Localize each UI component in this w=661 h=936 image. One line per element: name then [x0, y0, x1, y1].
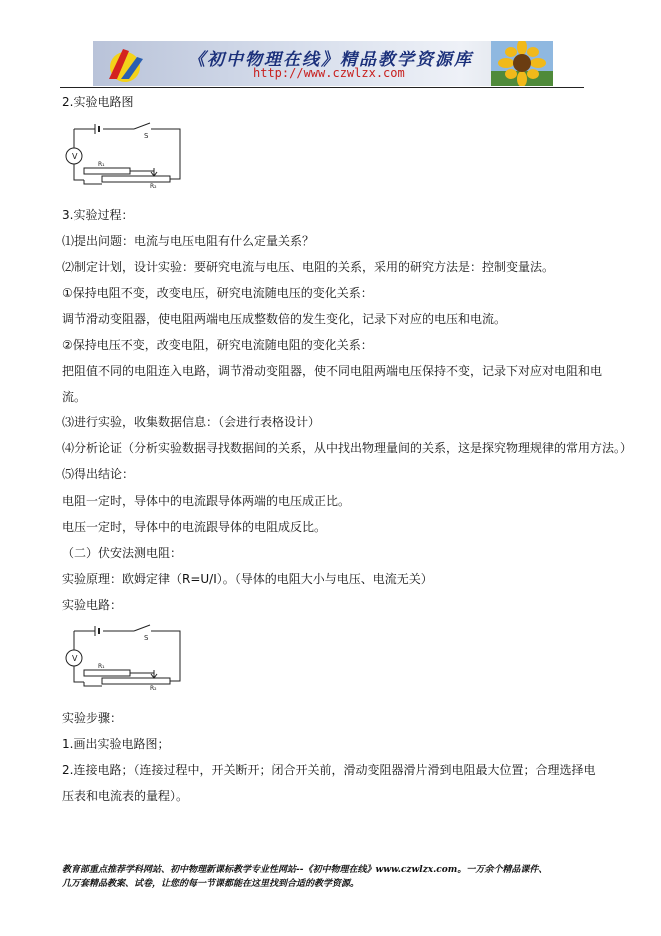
text-line: ⑸得出结论： — [62, 467, 135, 481]
header-rule — [60, 87, 584, 88]
text-line: ①保持电阻不变，改变电压，研究电流随电压的变化关系： — [62, 286, 373, 300]
text-line: 实验原理：欧姆定律（R=U/I）。（导体的电阻大小与电压、电流无关） — [62, 572, 433, 586]
text-line: 调节滑动变阻器，使电阻两端电压成整数倍的发生变化，记录下对应的电压和电流。 — [62, 312, 507, 326]
text-line: 流。 — [62, 390, 87, 404]
site-url: http://www.czwlzx.com — [253, 66, 405, 80]
text-line: 2.连接电路；（连接过程中，开关断开；闭合开关前，滑动变阻器滑片滑到电阻最大位置；合理选择电 — [62, 763, 596, 777]
sunflower-icon — [491, 41, 553, 86]
text-line: （二）伏安法测电阻： — [62, 546, 183, 560]
text-line: ⑶进行实验，收集数据信息：（会进行表格设计） — [62, 415, 321, 429]
text-line: 把阻值不同的电阻连入电路，调节滑动变阻器，使不同电阻两端电压保持不变，记录下对应对电阻和电 — [62, 364, 603, 378]
footer-line: 教育部重点推荐学科网站、初中物理新课标教学专业性网站--《初中物理在线》www.czwlzx.com。一万余个精品课件、 — [62, 865, 548, 875]
text-line: ⑷分析论证（分析实验数据寻找数据间的关系，从中找出物理量间的关系，这是探究物理规律的常用方法。） — [62, 441, 633, 455]
site-title: 《初中物理在线》精品教学资源库 — [188, 50, 473, 70]
header-banner — [93, 41, 553, 86]
text-line: 电压一定时，导体中的电流跟导体的电阻成反比。 — [62, 520, 327, 534]
meter-label: V — [72, 654, 78, 663]
text-line: 实验步骤： — [62, 711, 123, 725]
r2-label: R₂ — [150, 183, 157, 190]
circuit-diagram — [62, 624, 184, 694]
text-line: 电阻一定时，导体中的电流跟导体两端的电压成正比。 — [62, 494, 351, 508]
text-line: 3.实验过程： — [62, 208, 134, 222]
site-logo-icon — [103, 45, 149, 83]
text-line: 压表和电流表的量程）。 — [62, 789, 189, 803]
text-line: ⑴提出问题：电流与电压电阻有什么定量关系？ — [62, 234, 315, 248]
meter-label: V — [72, 152, 78, 161]
text-line: ⑵制定计划，设计实验：要研究电流与电压、电阻的关系，采用的研究方法是：控制变量法。 — [62, 260, 555, 274]
r2-label: R₂ — [150, 685, 157, 692]
r1-label: R₁ — [98, 663, 105, 670]
switch-label: S — [144, 634, 149, 642]
r1-label: R₁ — [98, 161, 105, 168]
footer-line: 几万套精品教案、试卷，让您的每一节课都能在这里找到合适的教学资源。 — [62, 879, 360, 889]
text-line: 实验电路： — [62, 598, 123, 612]
text-line: ②保持电压不变，改变电阻，研究电流随电阻的变化关系： — [62, 338, 373, 352]
switch-label: S — [144, 132, 149, 140]
circuit-diagram — [62, 122, 184, 192]
text-line: 2.实验电路图 — [62, 95, 134, 109]
text-line: 1.画出实验电路图； — [62, 737, 170, 751]
